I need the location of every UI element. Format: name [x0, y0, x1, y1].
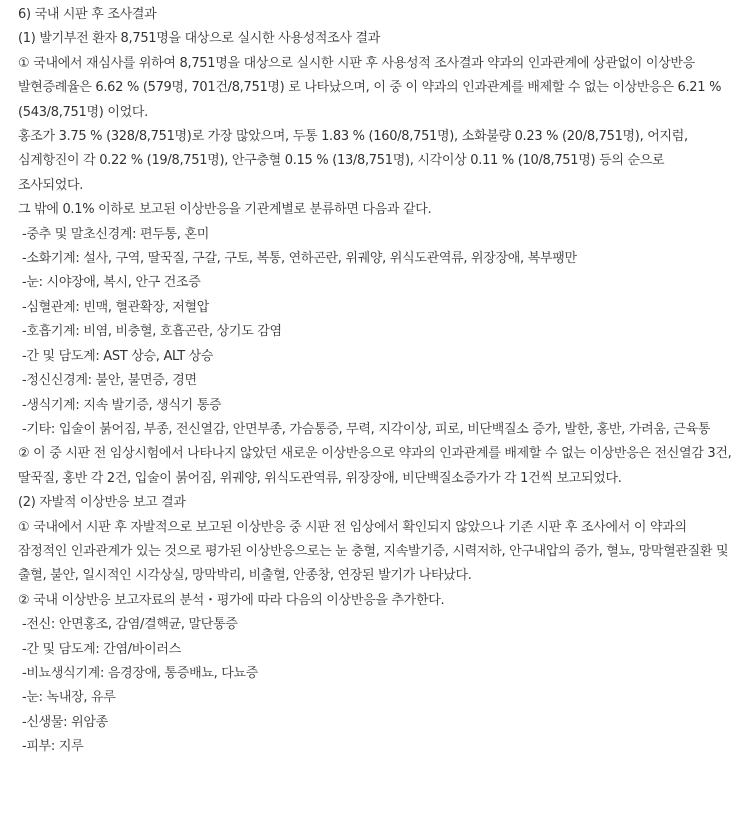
organ-item-eye: -눈: 시야장애, 복시, 안구 건조증: [22, 275, 201, 291]
organ-item-hepatobiliary: -간 및 담도계: AST 상승, ALT 상승: [22, 348, 214, 364]
added-item-hepatobiliary: -간 및 담도계: 간염/바이러스: [22, 641, 181, 657]
added-item-urogenital: -비뇨생식기계: 음경장애, 통증배뇨, 다뇨증: [22, 665, 259, 681]
sub1-paragraph-3: 그 밖에 0.1% 이하로 보고된 이상반응을 기관계별로 분류하면 다음과 같다.: [18, 202, 432, 218]
subsection-1-title: (1) 발기부전 환자 8,751명을 대상으로 실시한 사용성적조사 결과: [18, 31, 380, 47]
subsection-2-title: (2) 자발적 이상반응 보고 결과: [18, 495, 186, 511]
organ-item-respiratory: -호흡기계: 비염, 비충혈, 호흡곤란, 상기도 감염: [22, 324, 282, 340]
organ-item-digestive: -소화기계: 설사, 구역, 딸꾹질, 구갈, 구토, 복통, 연하곤란, 위궤양, 위식도관역류, 위장장애, 복부팽만: [22, 251, 577, 267]
added-item-systemic: -전신: 안면홍조, 감염/결핵균, 말단통증: [22, 617, 238, 633]
sub1-paragraph-4: ② 이 중 시판 전 임상시험에서 나타나지 않았던 새로운 이상반응으로 약과의 인과관계를 배제할 수 없는 이상반응은 전신열감 3건, 딸꾹질, 홍반 각 2건, 입술이 붉어짐, 위궤양, 위식도관역류, 위장장애, 비단백질소증가가 각 1건씩 보고되었다.: [18, 446, 732, 486]
sub1-paragraph-1: ① 국내에서 재심사를 위하여 8,751명을 대상으로 실시한 시판 후 사용성적 조사결과 약과의 인과관계에 상관없이 이상반응 발현증례율은 6.62 % (579명, 701건/8,751명) 로 나타났으며, 이 중 이 약과의 인과관계를 배제할 수 없는 이상반응은 6.21 % (543/8,751명) 이었다.: [18, 55, 722, 120]
organ-item-reproductive: -생식기계: 지속 발기증, 생식기 통증: [22, 397, 222, 413]
sub2-paragraph-2: ② 국내 이상반응 보고자료의 분석・평가에 따라 다음의 이상반응을 추가한다.: [18, 592, 445, 608]
organ-item-cardiovascular: -심혈관계: 빈맥, 혈관확장, 저혈압: [22, 299, 209, 315]
sub1-paragraph-2: 홍조가 3.75 % (328/8,751명)로 가장 많았으며, 두통 1.83 % (160/8,751명), 소화불량 0.23 % (20/8,751명), 어지럼, 심계항진이 각 0.22 % (19/8,751명), 안구충혈 0.15 % (13/8,751명), 시각이상 0.11 % (10/8,751명) 등의 순으로 조사되었다.: [18, 129, 688, 193]
organ-item-cns: -중추 및 말초신경계: 편두통, 혼미: [22, 226, 209, 242]
added-item-eye: -눈: 녹내장, 유루: [22, 690, 116, 706]
organ-item-other: -기타: 입술이 붉어짐, 부종, 전신열감, 안면부종, 가슴통증, 무력, 지각이상, 피로, 비단백질소 증가, 발한, 홍반, 가려움, 근육통: [22, 421, 711, 437]
added-item-skin: -피부: 지루: [22, 739, 84, 755]
section-heading: 6) 국내 시판 후 조사결과: [18, 7, 157, 22]
sub2-paragraph-1: ① 국내에서 시판 후 자발적으로 보고된 이상반응 중 시판 전 임상에서 확인되지 않았으나 기존 시판 후 조사에서 이 약과의 잠정적인 인과관계가 있는 것으로 평가된 이상반응으로는 눈 충혈, 지속발기증, 시력저하, 안구내압의 증가, 혈뇨, 망막혈관질환 및 출혈, 불안, 일시적인 시각상실, 망막박리, 비출혈, 안종창, 연장된 발기가 나타났다.: [18, 519, 729, 584]
organ-item-psychiatric: -정신신경계: 불안, 불면증, 경면: [22, 373, 197, 389]
added-item-neoplasm: -신생물: 위암종: [22, 714, 108, 730]
